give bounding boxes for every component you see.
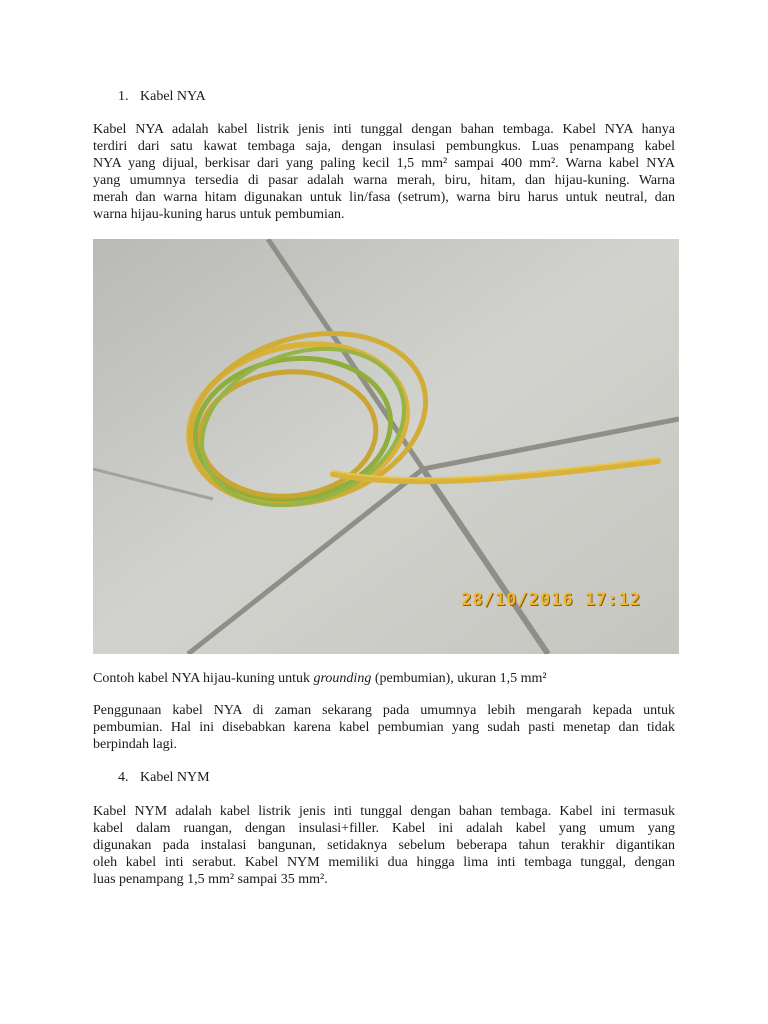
section-number: 4.: [118, 770, 129, 785]
paragraph-usage: [93, 702, 675, 753]
caption-italic: grounding: [313, 671, 372, 686]
section-number: 1.: [118, 89, 129, 104]
paragraph-line: warna hijau-kuning harus untuk pembumian.: [93, 207, 345, 222]
paragraph-line: terdiri dari satu kawat tembaga saja, dengan insulasi pembungkus. Luas penampang kabel: [93, 139, 675, 154]
paragraph-line: yang umumnya tersedia di pasar adalah warna merah, biru, hitam, dan hijau-kuning. Warna: [93, 173, 675, 188]
caption-text: (pembumian), ukuran 1,5 mm²: [371, 671, 547, 686]
photo-caption: [93, 670, 547, 687]
paragraph-line: kabel dalam ruangan, dengan insulasi+filler. Kabel ini adalah kabel yang umum yang: [93, 821, 675, 836]
paragraph-line: merah dan warna hitam digunakan untuk lin/fasa (setrum), warna biru harus untuk neutral, dan: [93, 190, 675, 205]
paragraph-line: berpindah lagi.: [93, 737, 177, 752]
section-heading-kabel-nya: [118, 88, 206, 105]
caption-text: Contoh kabel NYA hijau-kuning untuk: [93, 671, 314, 686]
paragraph-line: NYA yang dijual, berkisar dari yang paling kecil 1,5 mm² sampai 400 mm². Warna kabel NYA: [93, 156, 675, 171]
paragraph-kabel-nym: [93, 803, 675, 888]
paragraph-kabel-nya: [93, 121, 675, 223]
paragraph-line: Penggunaan kabel NYA di zaman sekarang pada umumnya lebih mengarah kepada untuk: [93, 703, 675, 718]
cable-photo: [93, 239, 679, 654]
paragraph-line: oleh kabel inti serabut. Kabel NYM memiliki dua hingga lima inti tembaga tunggal, dengan: [93, 855, 675, 870]
photo-timestamp: 28/10/2016 17:12: [461, 590, 641, 610]
paragraph-line: luas penampang 1,5 mm² sampai 35 mm².: [93, 872, 328, 887]
paragraph-line: pembumian. Hal ini disebabkan karena kabel pembumian yang sudah pasti menetap dan tidak: [93, 720, 675, 735]
section-heading-kabel-nym: [118, 769, 210, 786]
paragraph-line: Kabel NYA adalah kabel listrik jenis inti tunggal dengan bahan tembaga. Kabel NYA hanya: [93, 122, 675, 137]
paragraph-line: digunakan pada instalasi bangunan, setidaknya sebelum beberapa tahun terakhir digantikan: [93, 838, 675, 853]
section-title: Kabel NYM: [140, 770, 210, 785]
section-title: Kabel NYA: [140, 89, 206, 104]
paragraph-line: Kabel NYM adalah kabel listrik jenis inti tunggal dengan bahan tembaga. Kabel ini termasuk: [93, 804, 675, 819]
